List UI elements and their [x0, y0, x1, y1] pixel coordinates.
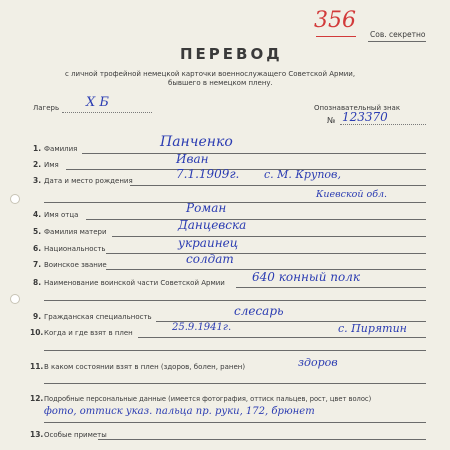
field-3-date: 7.1.1909г. [176, 167, 240, 181]
camp-value: Х Б [86, 95, 109, 110]
field-12-value: фото, оттиск указ. пальца пр. руки, 172, брюнет [44, 406, 315, 417]
field-9-value: слесарь [234, 304, 284, 318]
field-3-label: Дата и место рождения [44, 177, 133, 185]
field-6-value: украинец [178, 236, 239, 250]
field-8-line [236, 287, 426, 288]
field-7-number: 7. [33, 260, 42, 269]
field-3-line-2 [44, 202, 426, 203]
field-5-number: 5. [33, 227, 42, 236]
field-4-number: 4. [33, 210, 42, 219]
field-3-number: 3. [33, 176, 42, 185]
field-5-value: Данцевска [178, 218, 247, 232]
field-8-line-2 [44, 300, 426, 301]
field-11-number: 11. [30, 362, 44, 371]
document-subtitle-line2: бывшего в немецком плену. [168, 79, 273, 87]
binder-hole-bottom [10, 294, 20, 304]
field-7-value: солдат [186, 252, 234, 266]
field-12-line [44, 422, 426, 423]
field-8-label: Наименование воинской части Советской Армии [44, 279, 225, 287]
field-13-line [98, 439, 426, 440]
field-4-line [86, 219, 426, 220]
field-12-label: Подробные персональные данные (имеется фотография, оттиск пальцев, рост, цвет волос) [44, 395, 372, 403]
camp-label: Лагерь [33, 104, 60, 112]
document-title: ПЕРЕВОД [180, 45, 283, 63]
field-2-number: 2. [33, 160, 42, 169]
field-10-place: с. Пирятин [338, 322, 407, 335]
field-11-line [44, 383, 426, 384]
field-1-value: Панченко [160, 134, 233, 150]
field-11-label: В каком состоянии взят в плен (здоров, болен, ранен) [44, 363, 246, 371]
id-mark-line [340, 124, 426, 125]
field-10-line [138, 337, 426, 338]
field-9-label: Гражданская специальность [44, 313, 152, 321]
field-4-value: Роман [186, 201, 227, 215]
id-mark-value: 123370 [342, 110, 388, 124]
field-12-number: 12. [30, 394, 44, 403]
field-8-number: 8. [33, 278, 42, 287]
field-1-line [82, 153, 426, 154]
field-11-value: здоров [298, 356, 338, 369]
secrecy-underline [368, 41, 426, 42]
field-6-label: Национальность [44, 245, 106, 253]
field-13-number: 13. [30, 430, 44, 439]
id-mark-label: Опознавательный знак [314, 104, 401, 112]
camp-line [62, 112, 152, 113]
field-8-value: 640 конный полк [252, 270, 360, 284]
archive-number-underline [316, 36, 356, 37]
field-5-line [112, 236, 426, 237]
binder-hole-top [10, 194, 20, 204]
id-mark-prefix: № [327, 116, 336, 125]
document-subtitle-line1: с личной трофейной немецкой карточки военнослужащего Советской Армии, [65, 70, 356, 78]
archive-number: 356 [314, 8, 356, 33]
field-2-line [66, 169, 426, 170]
field-2-label: Имя [44, 161, 59, 169]
field-4-label: Имя отца [44, 211, 79, 219]
field-2-value: Иван [176, 152, 209, 166]
field-3-line [130, 185, 426, 186]
field-10-date: 25.9.1941г. [172, 322, 232, 333]
field-3-place: с. М. Крупов, [264, 168, 341, 181]
field-6-line [106, 253, 426, 254]
field-9-number: 9. [33, 312, 42, 321]
field-7-label: Воинское звание [44, 261, 107, 269]
secrecy-label: Сов. секретно [370, 30, 426, 39]
field-10-number: 10. [30, 328, 44, 337]
field-10-line-2 [44, 350, 426, 351]
field-6-number: 6. [33, 244, 42, 253]
field-5-label: Фамилия матери [44, 228, 107, 236]
field-10-label: Когда и где взят в плен [44, 329, 133, 337]
field-13-label: Особые приметы [44, 431, 107, 439]
field-3-region: Киевской обл. [316, 189, 388, 200]
field-1-number: 1. [33, 144, 42, 153]
field-1-label: Фамилия [44, 145, 78, 153]
